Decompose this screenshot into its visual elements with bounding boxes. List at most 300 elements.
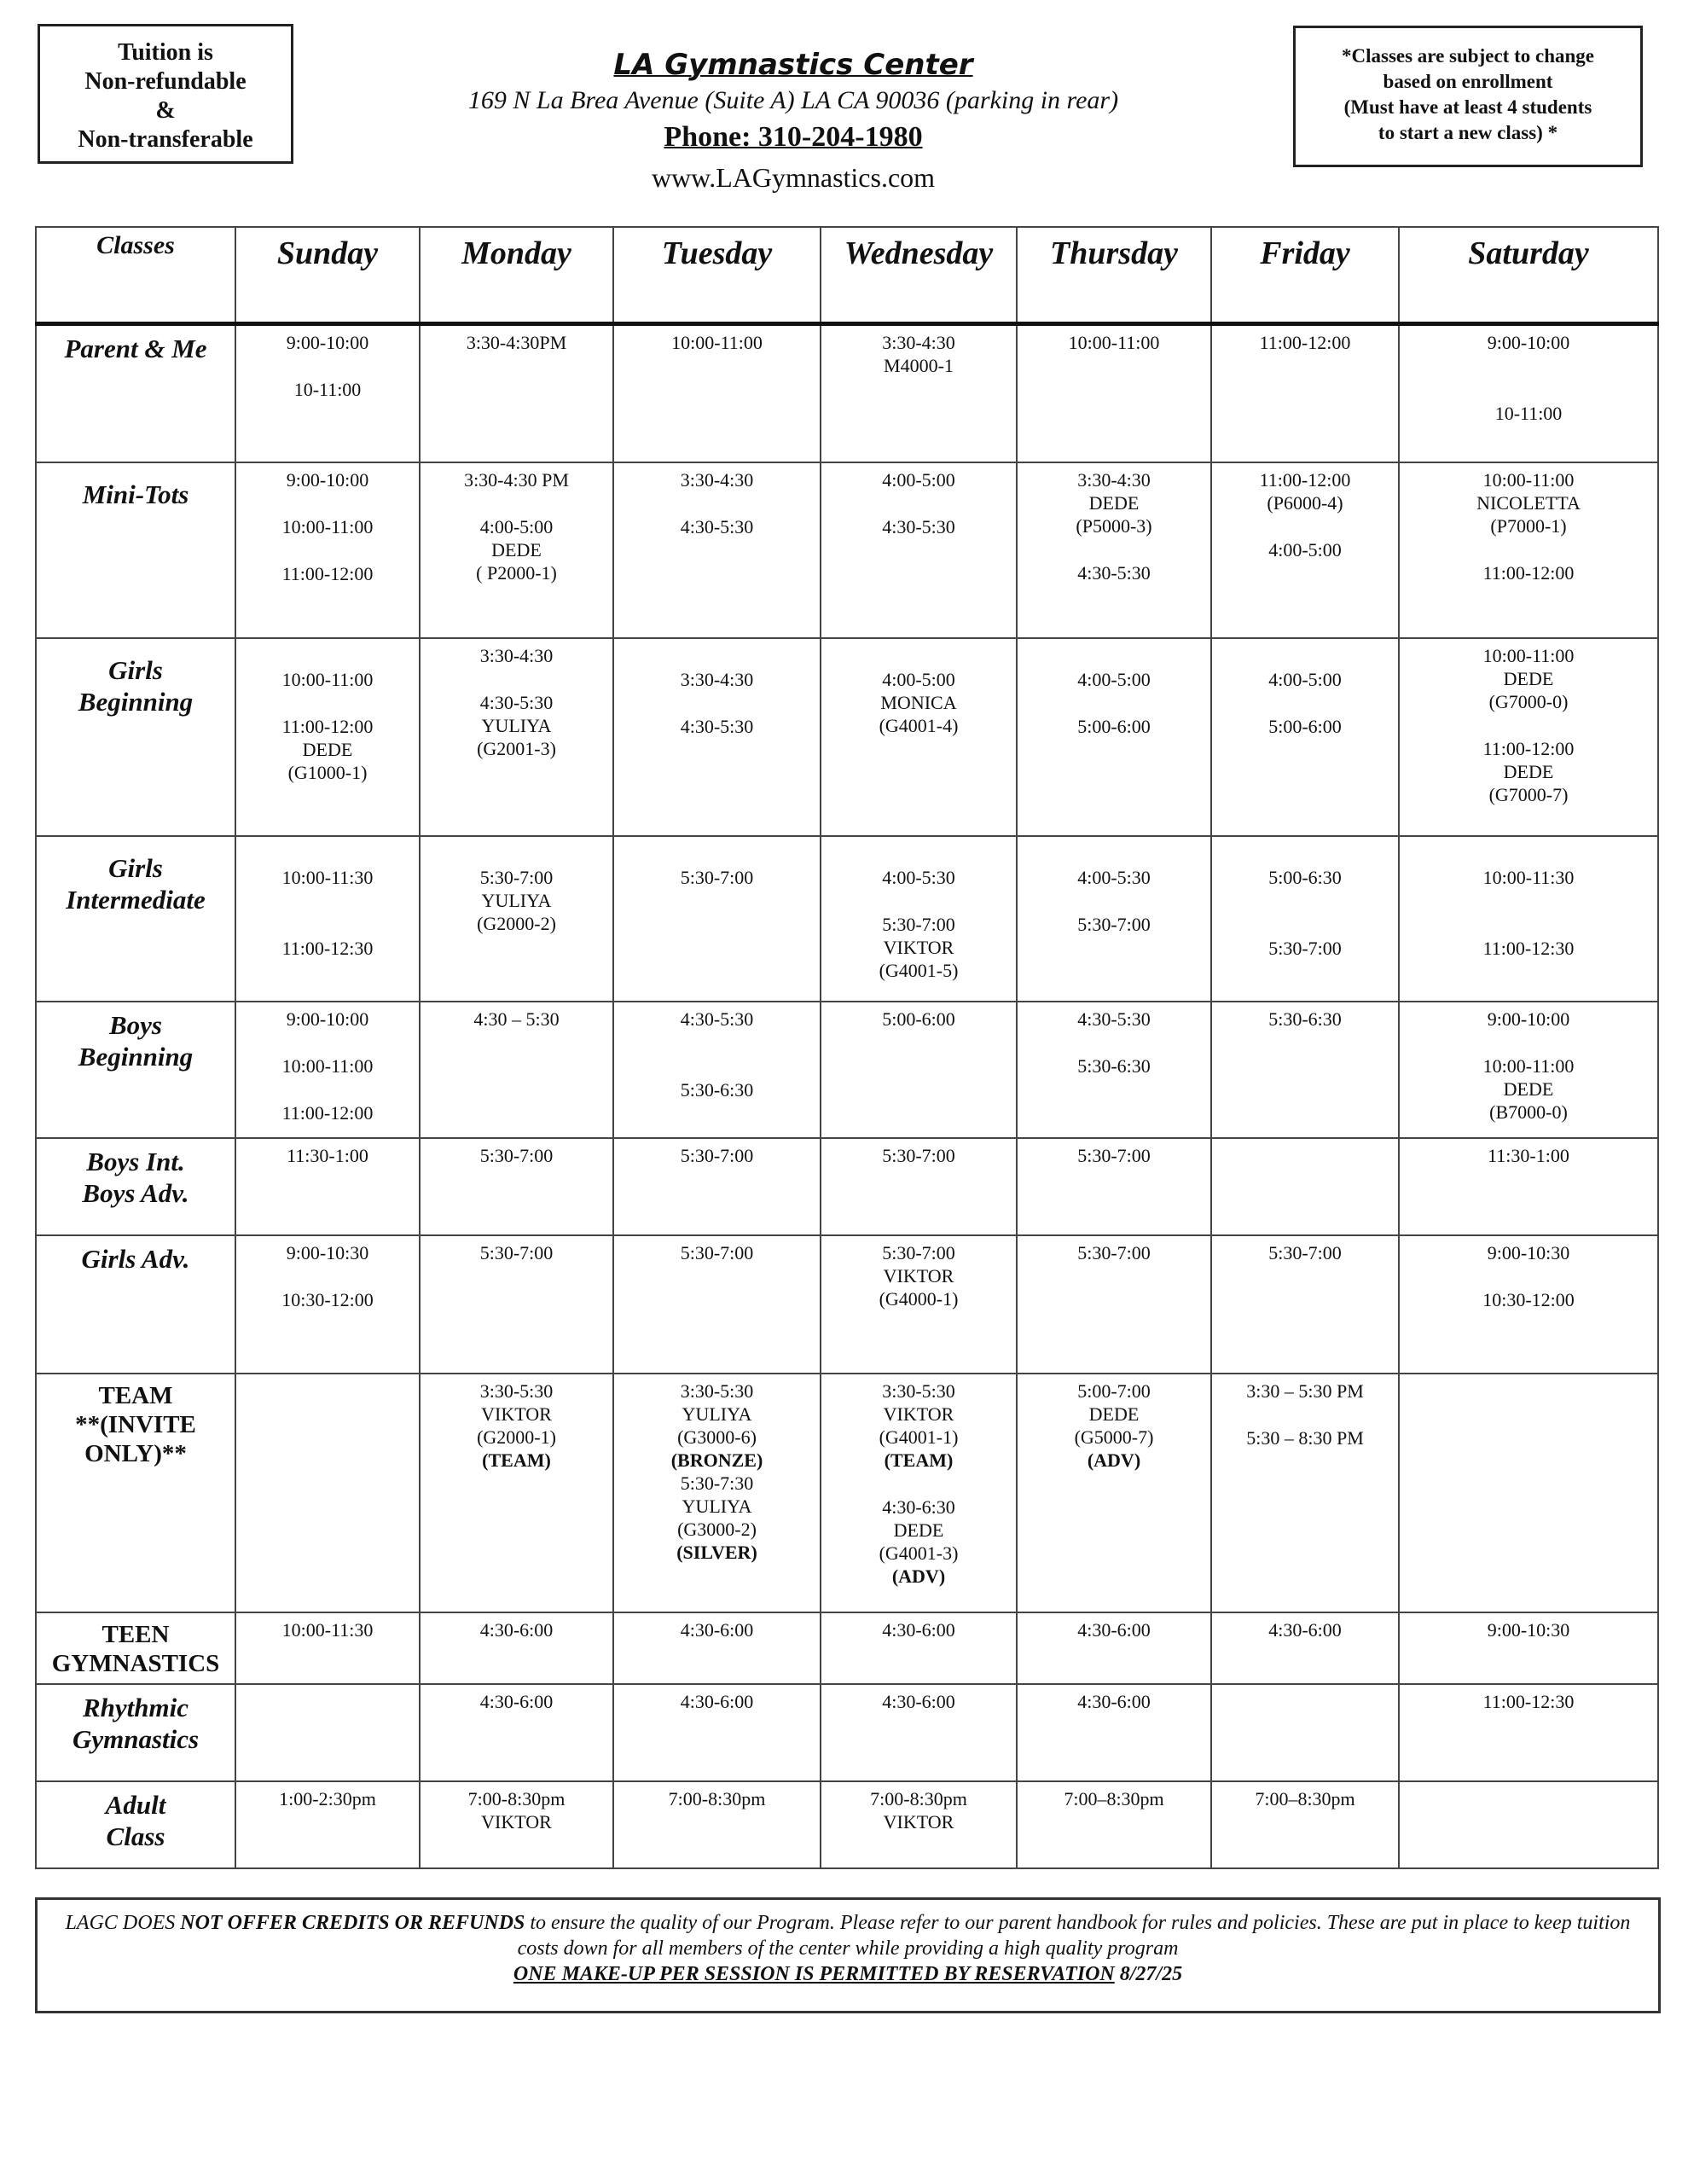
schedule-line: (G7000-0) xyxy=(1488,690,1569,712)
schedule-line: 11:00-12:00 xyxy=(1482,737,1575,759)
schedule-line: DEDE xyxy=(1503,760,1554,782)
schedule-cell xyxy=(1399,1374,1658,1612)
schedule-line: 5:30-7:00 xyxy=(479,1144,554,1166)
spacer xyxy=(1018,691,1210,715)
schedule-line: YULIYA xyxy=(682,1403,752,1425)
schedule-cell xyxy=(235,638,420,836)
schedule-line: (G5000-7) xyxy=(1074,1426,1154,1448)
schedule-line: 10:00-11:00 xyxy=(1482,468,1575,491)
spacer xyxy=(821,889,1016,913)
schedule-cell xyxy=(420,1235,613,1374)
schedule-line: 10-11:00 xyxy=(293,379,362,400)
schedule-line: 5:30-7:00 xyxy=(882,1144,955,1166)
spacer xyxy=(1400,842,1657,866)
spacer xyxy=(1212,644,1398,668)
schedule-line: 4:30-6:00 xyxy=(680,1690,754,1712)
schedule-cell xyxy=(1211,1374,1399,1612)
schedule-line: 4:30 – 5:30 xyxy=(473,1008,560,1030)
schedule-cell xyxy=(1017,836,1211,1002)
spacer xyxy=(614,1031,820,1054)
schedule-cell xyxy=(1211,1002,1399,1138)
schedule-cell xyxy=(1211,1612,1399,1684)
class-name-cell xyxy=(36,324,235,462)
schedule-cell xyxy=(1399,1138,1658,1235)
schedule-cell xyxy=(613,1374,821,1612)
schedule-line: 11:00-12:00 xyxy=(281,715,374,737)
spacer xyxy=(614,644,820,668)
schedule-cell xyxy=(235,1612,420,1684)
schedule-line: 11:00-12:00 xyxy=(1259,468,1351,491)
spacer xyxy=(1400,354,1657,378)
schedule-line: 9:00-10:30 xyxy=(1487,1241,1570,1263)
schedule-line: 4:30-6:30 xyxy=(882,1496,955,1518)
gym-name: LA Gymnastics Center xyxy=(613,48,973,82)
schedule-cell xyxy=(821,1374,1017,1612)
schedule-line: 4:30-5:30 xyxy=(680,515,754,537)
column-header-day: Tuesday xyxy=(613,227,821,324)
schedule-line: 9:00-10:00 xyxy=(286,468,369,491)
spacer xyxy=(236,354,419,378)
schedule-line: (G2000-2) xyxy=(477,912,556,934)
schedule-line: 4:30-6:00 xyxy=(479,1690,554,1712)
spacer xyxy=(1018,1031,1210,1054)
spacer xyxy=(236,691,419,715)
schedule-line: 5:30-6:30 xyxy=(680,1078,754,1101)
schedule-line: NICOLETTA xyxy=(1476,491,1581,514)
spacer xyxy=(236,1077,419,1101)
column-header-day: Friday xyxy=(1211,227,1399,324)
class-schedule-table xyxy=(35,226,1659,1869)
schedule-line: 10:00-11:00 xyxy=(1068,332,1160,353)
spacer xyxy=(1400,889,1657,913)
schedule-line: VIKTOR xyxy=(481,1403,552,1425)
schedule-line: 5:30-7:00 xyxy=(1077,1241,1151,1263)
spacer xyxy=(1212,1403,1398,1426)
schedule-line: 11:30-1:00 xyxy=(287,1144,368,1166)
class-row xyxy=(36,1235,1658,1374)
schedule-line: DEDE xyxy=(1503,1077,1554,1100)
schedule-line: YULIYA xyxy=(682,1495,752,1517)
schedule-line: 10:00-11:30 xyxy=(281,1618,374,1641)
schedule-line: 5:30-7:00 xyxy=(479,866,554,888)
schedule-line: (G4001-1) xyxy=(879,1426,959,1448)
page-header xyxy=(299,46,1288,196)
schedule-line: DEDE xyxy=(491,538,542,561)
schedule-line: 9:00-10:30 xyxy=(1487,1618,1570,1641)
schedule-cell xyxy=(613,1235,821,1374)
schedule-line: 5:00-7:00 xyxy=(1077,1380,1151,1402)
spacer xyxy=(821,644,1016,668)
schedule-line: (G2001-3) xyxy=(477,737,556,759)
schedule-line: (SILVER) xyxy=(676,1541,757,1563)
schedule-cell xyxy=(420,1781,613,1868)
schedule-cell xyxy=(1399,1781,1658,1868)
class-name-line: ONLY)** xyxy=(84,1439,187,1467)
gym-phone: Phone: 310-204-1980 xyxy=(664,121,923,153)
schedule-line: 7:00-8:30pm xyxy=(467,1787,566,1809)
schedule-line: YULIYA xyxy=(481,889,552,911)
spacer xyxy=(421,491,612,515)
spacer xyxy=(1018,537,1210,561)
schedule-cell xyxy=(821,1612,1017,1684)
class-row xyxy=(36,1781,1658,1868)
schedule-line: 5:30-7:00 xyxy=(882,913,955,935)
schedule-cell xyxy=(1211,1781,1399,1868)
class-name-cell xyxy=(36,1374,235,1612)
schedule-cell xyxy=(1017,1374,1211,1612)
schedule-line: DEDE xyxy=(1503,667,1554,689)
schedule-line: VIKTOR xyxy=(883,936,954,958)
spacer xyxy=(236,644,419,668)
schedule-line: 7:00-8:30pm xyxy=(668,1787,766,1809)
gym-website: www.LAGymnastics.com xyxy=(651,162,936,193)
schedule-line: 10:30-12:00 xyxy=(281,1288,374,1310)
schedule-line: 10-11:00 xyxy=(1494,403,1563,424)
schedule-line: VIKTOR xyxy=(883,1810,954,1833)
tuition-notice-box xyxy=(38,24,293,164)
schedule-line: 5:30-6:30 xyxy=(1268,1008,1342,1030)
schedule-line: 5:30-7:00 xyxy=(1077,1144,1151,1166)
schedule-cell xyxy=(1399,462,1658,638)
schedule-cell xyxy=(613,1138,821,1235)
schedule-cell xyxy=(1017,1235,1211,1374)
class-name-line: Girls Adv. xyxy=(81,1243,190,1274)
schedule-cell xyxy=(613,462,821,638)
schedule-cell xyxy=(613,1684,821,1781)
class-name-line xyxy=(37,470,235,479)
spacer xyxy=(1400,1031,1657,1054)
schedule-line: 3:30-5:30 xyxy=(479,1380,554,1402)
policy-text: to ensure the quality of our Program. Please refer to our parent handbook for rules and policies. These are put in place to keep tuition costs down for all members of the center while providing a high quality program xyxy=(517,1912,1631,1960)
schedule-line: 3:30-4:30 xyxy=(680,668,754,690)
schedule-line: (G4000-1) xyxy=(879,1287,959,1310)
schedule-cell xyxy=(821,1781,1017,1868)
schedule-line: ( P2000-1) xyxy=(476,561,557,584)
schedule-line: 4:00-5:00 xyxy=(882,468,955,491)
spacer xyxy=(614,842,820,866)
schedule-line: 10:00-11:00 xyxy=(1482,644,1575,666)
spacer xyxy=(421,667,612,691)
schedule-line: 3:30-4:30PM xyxy=(466,332,567,353)
class-name-line: Adult xyxy=(105,1789,166,1820)
schedule-line: 4:30-6:00 xyxy=(882,1618,955,1641)
spacer xyxy=(1400,1264,1657,1288)
notice-line: & xyxy=(155,97,176,124)
class-name-line: Beginning xyxy=(78,1041,194,1072)
class-name-cell xyxy=(36,1235,235,1374)
class-name-line: **(INVITE xyxy=(75,1410,196,1438)
schedule-cell xyxy=(235,1374,420,1612)
schedule-cell xyxy=(613,1781,821,1868)
schedule-line: MONICA xyxy=(880,691,957,713)
policy-date: 8/27/25 xyxy=(1114,1963,1183,1985)
class-name-line: TEAM xyxy=(98,1381,173,1409)
schedule-line: (G3000-2) xyxy=(677,1518,757,1540)
spacer xyxy=(1018,644,1210,668)
schedule-line: (P7000-1) xyxy=(1490,514,1567,537)
schedule-cell xyxy=(420,1612,613,1684)
class-name-line: Gymnastics xyxy=(72,1723,200,1754)
schedule-cell xyxy=(821,324,1017,462)
schedule-cell xyxy=(420,462,613,638)
spacer xyxy=(1400,913,1657,937)
schedule-line: 3:30-4:30 PM xyxy=(464,468,569,491)
class-name-line xyxy=(37,844,235,852)
schedule-cell xyxy=(1211,1684,1399,1781)
spacer xyxy=(236,1031,419,1054)
gym-address: 169 N La Brea Avenue (Suite A) LA CA 90036 (parking in rear) xyxy=(467,86,1119,114)
schedule-line: 10:00-11:00 xyxy=(671,332,763,353)
schedule-line: 4:00-5:00 xyxy=(1077,668,1151,690)
schedule-cell xyxy=(1211,462,1399,638)
schedule-line: 3:30-4:30 xyxy=(680,468,754,491)
spacer xyxy=(1400,713,1657,737)
schedule-cell xyxy=(1399,638,1658,836)
class-name-line: Rhythmic xyxy=(82,1692,189,1722)
schedule-cell xyxy=(1399,1002,1658,1138)
schedule-line: VIKTOR xyxy=(481,1810,552,1833)
schedule-line: 11:30-1:00 xyxy=(1488,1144,1569,1166)
column-header-day: Thursday xyxy=(1017,227,1211,324)
schedule-line: 4:00-5:00 xyxy=(882,668,955,690)
schedule-line: (TEAM) xyxy=(884,1449,954,1471)
schedule-cell xyxy=(1211,1235,1399,1374)
schedule-line: 3:30-4:30 xyxy=(1077,468,1151,491)
schedule-line: 10:00-11:00 xyxy=(1482,1054,1575,1077)
schedule-line: 1:00-2:30pm xyxy=(279,1787,376,1809)
policy-text-emphasis: NOT OFFER CREDITS OR REFUNDS xyxy=(180,1912,525,1934)
schedule-line: 11:00-12:00 xyxy=(1482,561,1575,584)
schedule-cell xyxy=(1017,462,1211,638)
schedule-line: 10:00-11:00 xyxy=(281,1054,374,1077)
refund-policy-box xyxy=(35,1897,1661,2013)
spacer xyxy=(821,491,1016,515)
schedule-line: 4:30-6:00 xyxy=(1077,1690,1151,1712)
notice-line: *Classes are subject to change xyxy=(1342,45,1594,67)
schedule-header-row xyxy=(36,227,1658,324)
schedule-line: 5:30-7:00 xyxy=(479,1241,554,1263)
schedule-line: 4:00-5:00 xyxy=(479,515,554,537)
schedule-cell xyxy=(1399,324,1658,462)
schedule-line: (P6000-4) xyxy=(1267,491,1343,514)
schedule-cell xyxy=(235,462,420,638)
class-row xyxy=(36,1374,1658,1612)
class-row xyxy=(36,1138,1658,1235)
column-header-classes: Classes xyxy=(36,227,235,324)
class-name-line: TEEN xyxy=(102,1620,170,1648)
schedule-line: 11:00-12:30 xyxy=(281,937,374,959)
schedule-line: 3:30 – 5:30 PM xyxy=(1246,1380,1364,1402)
schedule-line: 9:00-10:00 xyxy=(1487,1008,1570,1030)
schedule-line: 7:00–8:30pm xyxy=(1255,1787,1355,1809)
schedule-cell xyxy=(1399,1612,1658,1684)
schedule-cell xyxy=(1017,1138,1211,1235)
schedule-cell xyxy=(235,1684,420,1781)
schedule-line: 9:00-10:30 xyxy=(286,1241,369,1263)
schedule-cell xyxy=(821,1002,1017,1138)
schedule-line: 5:30-7:00 xyxy=(680,1241,754,1263)
schedule-line: 4:30-5:30 xyxy=(680,1008,754,1030)
spacer xyxy=(614,691,820,715)
schedule-line: 10:30-12:00 xyxy=(1482,1288,1575,1310)
spacer xyxy=(1212,842,1398,866)
schedule-line: DEDE xyxy=(893,1519,944,1541)
schedule-cell xyxy=(613,638,821,836)
schedule-line: 9:00-10:00 xyxy=(1487,332,1570,353)
schedule-line: 4:30-6:00 xyxy=(1077,1618,1151,1641)
schedule-cell xyxy=(821,462,1017,638)
schedule-line: 11:00-12:00 xyxy=(281,562,374,584)
schedule-line: (G7000-7) xyxy=(1488,783,1569,805)
schedule-line: VIKTOR xyxy=(883,1264,954,1287)
schedule-line: 4:00-5:30 xyxy=(882,866,955,888)
spacer xyxy=(1212,691,1398,715)
policy-text: LAGC DOES xyxy=(65,1912,181,1934)
schedule-line: 5:30 – 8:30 PM xyxy=(1246,1426,1364,1449)
schedule-line: 5:00-6:30 xyxy=(1268,866,1342,888)
schedule-cell xyxy=(1017,1781,1211,1868)
spacer xyxy=(236,538,419,562)
spacer xyxy=(1018,842,1210,866)
enrollment-notice-box xyxy=(1293,26,1643,167)
class-name-cell xyxy=(36,638,235,836)
schedule-line: 11:00-12:30 xyxy=(1482,937,1575,959)
schedule-line: 10:00-11:00 xyxy=(281,515,374,537)
schedule-line: 5:30-7:30 xyxy=(680,1472,754,1494)
schedule-cell xyxy=(1017,1612,1211,1684)
class-name-line: Beginning xyxy=(78,686,194,717)
schedule-cell xyxy=(1211,324,1399,462)
column-header-day: Monday xyxy=(420,227,613,324)
schedule-line: (G1000-1) xyxy=(287,761,368,783)
schedule-line: (ADV) xyxy=(1087,1449,1141,1471)
schedule-cell xyxy=(420,1684,613,1781)
spacer xyxy=(614,1054,820,1078)
schedule-line: 4:30-5:30 xyxy=(680,715,754,737)
class-name-line: Intermediate xyxy=(66,884,206,915)
schedule-line: (G3000-6) xyxy=(677,1426,757,1448)
class-name-cell xyxy=(36,1138,235,1235)
schedule-line: 4:30-5:30 xyxy=(1077,561,1151,584)
notice-line: based on enrollment xyxy=(1383,71,1553,92)
schedule-line: 4:30-6:00 xyxy=(1268,1618,1342,1641)
column-header-day: Wednesday xyxy=(821,227,1017,324)
schedule-cell xyxy=(420,1138,613,1235)
schedule-cell xyxy=(1211,638,1399,836)
schedule-cell xyxy=(420,836,613,1002)
schedule-line: VIKTOR xyxy=(883,1403,954,1425)
spacer xyxy=(236,1264,419,1288)
schedule-cell xyxy=(821,638,1017,836)
spacer xyxy=(236,913,419,937)
notice-line: to start a new class) * xyxy=(1378,122,1558,143)
schedule-line: 5:00-6:00 xyxy=(882,1008,955,1030)
class-name-line: GYMNASTICS xyxy=(51,1649,220,1677)
class-name-cell xyxy=(36,462,235,638)
schedule-cell xyxy=(235,1002,420,1138)
schedule-line: 9:00-10:00 xyxy=(286,1008,369,1030)
schedule-cell xyxy=(613,1612,821,1684)
schedule-cell xyxy=(1399,1684,1658,1781)
spacer xyxy=(1400,537,1657,561)
makeup-policy: ONE MAKE-UP PER SESSION IS PERMITTED BY RESERVATION xyxy=(513,1963,1115,1985)
class-name-line: Boys Adv. xyxy=(82,1177,189,1208)
notice-line: Tuition is xyxy=(118,39,213,66)
class-row xyxy=(36,324,1658,462)
class-row xyxy=(36,1612,1658,1684)
schedule-line: 5:30-7:00 xyxy=(680,866,754,888)
schedule-line: 7:00–8:30pm xyxy=(1064,1787,1164,1809)
schedule-cell xyxy=(1017,638,1211,836)
schedule-cell xyxy=(613,836,821,1002)
notice-line: Non-refundable xyxy=(84,68,247,95)
column-header-day: Sunday xyxy=(235,227,420,324)
spacer xyxy=(1212,889,1398,913)
schedule-line: 5:30-6:30 xyxy=(1077,1054,1151,1077)
schedule-cell xyxy=(821,1138,1017,1235)
schedule-cell xyxy=(821,1684,1017,1781)
class-name-line: Girls xyxy=(108,654,163,685)
spacer xyxy=(236,842,419,866)
schedule-cell xyxy=(821,1235,1017,1374)
schedule-body xyxy=(36,324,1658,1868)
spacer xyxy=(821,842,1016,866)
column-header-day: Saturday xyxy=(1399,227,1658,324)
class-name-cell xyxy=(36,1781,235,1868)
class-name-line: Girls xyxy=(108,852,163,883)
schedule-line: 4:30-6:00 xyxy=(680,1618,754,1641)
schedule-line: 5:30-7:00 xyxy=(1268,937,1342,959)
schedule-cell xyxy=(235,1138,420,1235)
notice-line: (Must have at least 4 students xyxy=(1343,96,1592,118)
schedule-line: 5:30-7:00 xyxy=(1268,1241,1342,1263)
schedule-line: (B7000-0) xyxy=(1489,1101,1568,1123)
schedule-line: 5:30-7:00 xyxy=(680,1144,754,1166)
schedule-line: DEDE xyxy=(302,738,353,760)
schedule-line: 3:30-5:30 xyxy=(680,1380,754,1402)
schedule-line: 5:00-6:00 xyxy=(1268,715,1342,737)
class-name-line: Parent & Me xyxy=(64,334,207,363)
schedule-cell xyxy=(613,324,821,462)
schedule-cell xyxy=(420,638,613,836)
schedule-cell xyxy=(235,1781,420,1868)
schedule-line: 9:00-10:00 xyxy=(286,332,369,353)
schedule-cell xyxy=(420,1002,613,1138)
spacer xyxy=(1212,913,1398,937)
class-name-line: Class xyxy=(106,1821,165,1851)
schedule-cell xyxy=(235,324,420,462)
spacer xyxy=(821,1472,1016,1496)
class-name-cell xyxy=(36,1684,235,1781)
schedule-line: 10:00-11:00 xyxy=(281,668,374,690)
schedule-cell xyxy=(1017,1002,1211,1138)
spacer xyxy=(614,491,820,515)
spacer xyxy=(421,842,612,866)
spacer xyxy=(236,491,419,515)
schedule-cell xyxy=(1211,836,1399,1002)
schedule-cell xyxy=(1017,1684,1211,1781)
schedule-line: DEDE xyxy=(1088,491,1140,514)
schedule-line: 10:00-11:30 xyxy=(1482,866,1575,888)
schedule-cell xyxy=(420,1374,613,1612)
schedule-line: 4:30-5:30 xyxy=(479,691,554,713)
schedule-line: DEDE xyxy=(1088,1403,1140,1425)
schedule-line: (G4001-3) xyxy=(879,1542,959,1564)
schedule-line: (G4001-4) xyxy=(879,714,959,736)
schedule-line: 11:00-12:00 xyxy=(1259,332,1351,353)
schedule-line: 7:00-8:30pm xyxy=(870,1787,967,1809)
schedule-line: 11:00-12:00 xyxy=(281,1101,374,1124)
